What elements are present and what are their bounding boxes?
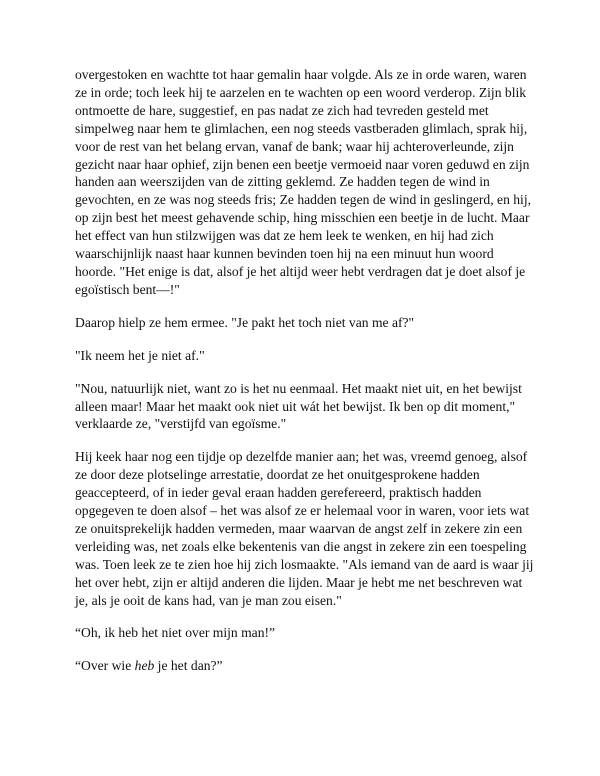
- paragraph-6: [75, 624, 537, 642]
- paragraph-1-text: overgestoken en wachtte tot haar gemalin haar volgde. Als ze in orde waren, waren ze in orde; toch leek hij te aarzelen en te wachten op een woord verderop. Zijn blik ontmoette de hare, suggestief, en pas nadat ze zich had tevreden gesteld met simpelweg naar hem te glimlachen, een nog steeds vastberaden glimlach, sprak hij, voor de rest van het belang ervan, vanaf de bank; waar hij achteroverleunde, zijn gezicht naar haar ophief, zijn benen een beetje vermoeid naar voren geduwd en zijn handen aan weerszijden van de zitting geklemd. Ze hadden tegen de wind in gevochten, en ze was nog steeds fris; Ze hadden tegen de wind in geslingerd, en hij, op zijn best het meest gehavende schip, hing misschien een beetje in de lucht. Maar het effect van hun stilzwijgen was dat ze hem leek te wenken, en hij had zich waarschijnlijk naast haar kunnen bevinden toen hij na een minuut hun woord hoorde. "Het enige is dat, alsof je het altijd weer hebt verdragen dat je doet alsof je egoïstisch bent—!": [75, 67, 532, 297]
- paragraph-5-text: Hij keek haar nog een tijdje op dezelfde manier aan; het was, vreemd genoeg, alsof ze door deze plotselinge arrestatie, doordat ze het onuitgesprokene hadden geaccepteerd, of in ieder geval eraan hadden gerefereerd, praktisch hadden opgegeven te doen alsof – het was alsof ze er helemaal voor in waren, voor iets wat ze onuitsprekelijk hadden vermeden, maar waarvan de angst zelf in zekere zin een verleiding was, net zoals elke bekentenis van die angst in zekere zin een toespeling was. Toen leek ze te zien hoe hij zich losmaakte. "Als iemand van de aard is waar jij het over hebt, zijn er altijd anderen die lijden. Maar je hebt me net beschreven wat je, als je ooit de kans had, van je man zou eisen.": [75, 449, 534, 608]
- paragraph-7-text-b: je het dan?”: [154, 658, 223, 674]
- paragraph-3: [75, 347, 537, 365]
- paragraph-1: [75, 66, 537, 299]
- paragraph-7-emphasis: heb: [134, 658, 155, 674]
- paragraph-5: [75, 448, 537, 609]
- paragraph-7: [75, 657, 537, 675]
- paragraph-2: [75, 314, 537, 332]
- paragraph-4: [75, 380, 537, 434]
- paragraph-2-text: Daarop hielp ze hem ermee. "Je pakt het toch niet van me af?": [75, 314, 415, 330]
- paragraph-3-text: "Ik neem het je niet af.": [75, 347, 205, 363]
- paragraph-6-text: “Oh, ik heb het niet over mijn man!”: [75, 625, 276, 641]
- paragraph-4-text: "Nou, natuurlijk niet, want zo is het nu eenmaal. Het maakt niet uit, en het bewijst alleen maar! Maar het maakt ook niet uit wát het bewijst. Ik ben op dit moment," verklaarde ze, "verstijfd van egoïsme.": [75, 380, 522, 432]
- document-page: [75, 66, 537, 690]
- paragraph-7-text-a: “Over wie: [75, 658, 135, 674]
